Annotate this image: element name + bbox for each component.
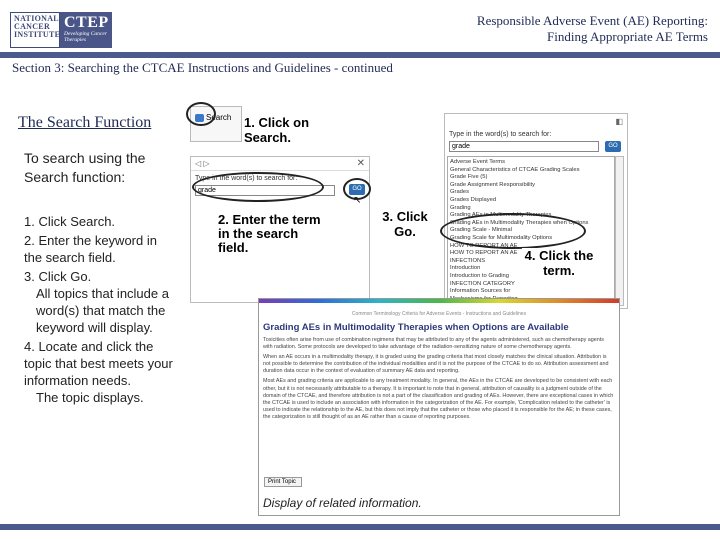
header-rule (0, 52, 720, 58)
topic-highlight-oval (440, 213, 586, 249)
intro-text: To search using the Search function: (24, 150, 146, 185)
list-item[interactable]: General Characteristics of CTCAE Grading Scales (450, 166, 580, 173)
callout-3: 3. Click Go. (382, 209, 428, 239)
document-caption: Display of related information. (263, 496, 422, 510)
page-title-line2: Finding Appropriate AE Terms (547, 29, 708, 44)
list-item[interactable]: Grade Five (5) (450, 174, 488, 181)
document-title: Grading AEs in Multimodality Therapies when Options are Available (263, 322, 569, 333)
ctep-logo-text: CTEP (64, 14, 109, 31)
step-1 (24, 213, 174, 230)
search-field-highlight-oval (192, 172, 324, 202)
results-search-input[interactable]: grade (449, 141, 599, 152)
step-3-detail: All topics that include a word(s) that match the keyword will display. (36, 286, 169, 335)
cursor-icon: ↖ (353, 195, 362, 206)
list-item[interactable]: Introduction (450, 265, 481, 272)
document-color-bar (259, 299, 619, 303)
close-icon[interactable]: ✕ (356, 158, 365, 169)
results-go-button[interactable]: GO (605, 141, 621, 152)
search-button-highlight-oval (186, 102, 216, 126)
panel-titlebar (191, 157, 369, 171)
list-item[interactable]: Adverse Event Terms (450, 159, 505, 165)
step-4-label: 4. Locate and click the topic that best meets your information needs. (24, 339, 173, 388)
list-item[interactable]: Information Sources for (450, 288, 511, 295)
go-button[interactable]: GO (349, 184, 365, 195)
results-scrollbar[interactable] (615, 156, 624, 306)
list-item[interactable]: Grading (450, 204, 471, 211)
ctep-logo (60, 12, 112, 48)
document-header: Common Terminology Criteria for Adverse Events - Instructions and Guidelines (351, 311, 527, 317)
list-item[interactable]: HOW TO REPORT AN AE (450, 242, 518, 249)
list-item[interactable]: Grading Scale - Minimal (450, 227, 512, 234)
back-icon[interactable]: ◁ ▷ (195, 159, 210, 168)
go-button-highlight-oval (343, 178, 371, 200)
print-topic-button[interactable]: Print Topic (264, 477, 302, 487)
page-title (477, 13, 708, 45)
document-paragraph: Toxicities often arise from use of combination regimens that may be attributed to any of the agents administered, such as chemotherapy agents with radiation. Some protocols are developed to take advantage of the radiation-sensitizing nature of some chemotherapy agents. (263, 337, 604, 351)
step-4 (24, 338, 174, 406)
list-item[interactable]: INFECTION CATEGORY (450, 280, 515, 287)
ctep-logo-subtext: Developing Cancer Therapies (64, 31, 107, 43)
step-3-label: 3. Click Go. (24, 269, 92, 284)
search-prompt: Type in the word(s) to search for: (195, 175, 298, 182)
step-3 (24, 268, 174, 336)
document-paragraph: Most AEs and grading criteria are applicable to any treatment modality. In general, the AEs in the CTCAE are developed to be consistent with each other, but it is not necessarily attributable to a therapy. It is important to note that in general, attribution of causality is a judgment outside of the domain of the CTCAE, and therefore attribution is not a part of the classification and grading of AEs. However, there are exceptional cases in which the CTCAE is used to include an association with information in the categorization of the AE. For example, 'Complication related to the catheter' is used to indicate the relationship to the AE, but this does not imply that the catheter or those who placed it is responsible for the AE; in these cases, the categorization is still thought of as an AE rather than a cause of reporting purposes. (263, 378, 614, 420)
list-item[interactable]: Grading AEs in Multimodality Therapies when Options (450, 219, 589, 226)
list-item[interactable]: Grading AEs in Multimodality Therapies (450, 212, 552, 219)
step-2-label: 2. Enter the keyword in the search field. (24, 233, 157, 265)
search-input[interactable]: grade (195, 185, 335, 196)
list-item[interactable]: Introduction to Grading (450, 272, 509, 279)
window-menu-icon[interactable]: ◧ (615, 117, 623, 126)
search-button-label: Search (206, 113, 232, 122)
topic-document-panel (258, 298, 620, 516)
callout-2: 2. Enter the term in the search field. (218, 212, 321, 255)
list-item[interactable]: Grading Scale for Multimodality Options (450, 234, 553, 241)
callout-4: 4. Click the term. (522, 248, 596, 278)
steps-list (24, 213, 174, 408)
callout-1: 1. Click on Search. (244, 115, 310, 145)
section-title: Section 3: Searching the CTCAE Instructions and Guidelines - continued (12, 60, 393, 75)
step-4-detail: The topic displays. (36, 390, 144, 405)
results-search-prompt: Type in the word(s) to search for: (449, 131, 552, 138)
nci-logo: NATIONAL CANCER INSTITUTE (10, 12, 60, 48)
document-paragraph: When an AE occurs in a multimodality therapy, it is graded using the grading criteria that most closely matches the clinical situation. Attribution is not possible to determine the contribution of the individual modalities and it is not the purpose of the CTCAE to do so. Attribution assessment and duration data occur in the context of evaluation of summary AE data and reporting. (263, 354, 609, 375)
list-item[interactable]: HOW TO REPORT AN AE (450, 250, 518, 257)
step-2 (24, 232, 174, 266)
list-item[interactable]: Grade Assignment Responsibility (450, 181, 536, 188)
list-item[interactable]: Grades (450, 189, 470, 196)
page-title-line1: Responsible Adverse Event (AE) Reporting: (476, 13, 708, 28)
list-item[interactable]: INFECTIONS (450, 257, 486, 264)
list-item[interactable]: Grades Displayed (450, 196, 497, 203)
step-1-label: 1. Click Search. (24, 214, 116, 229)
footer-rule (0, 524, 720, 530)
search-function-heading: The Search Function (18, 114, 152, 131)
search-results-panel (444, 113, 628, 309)
